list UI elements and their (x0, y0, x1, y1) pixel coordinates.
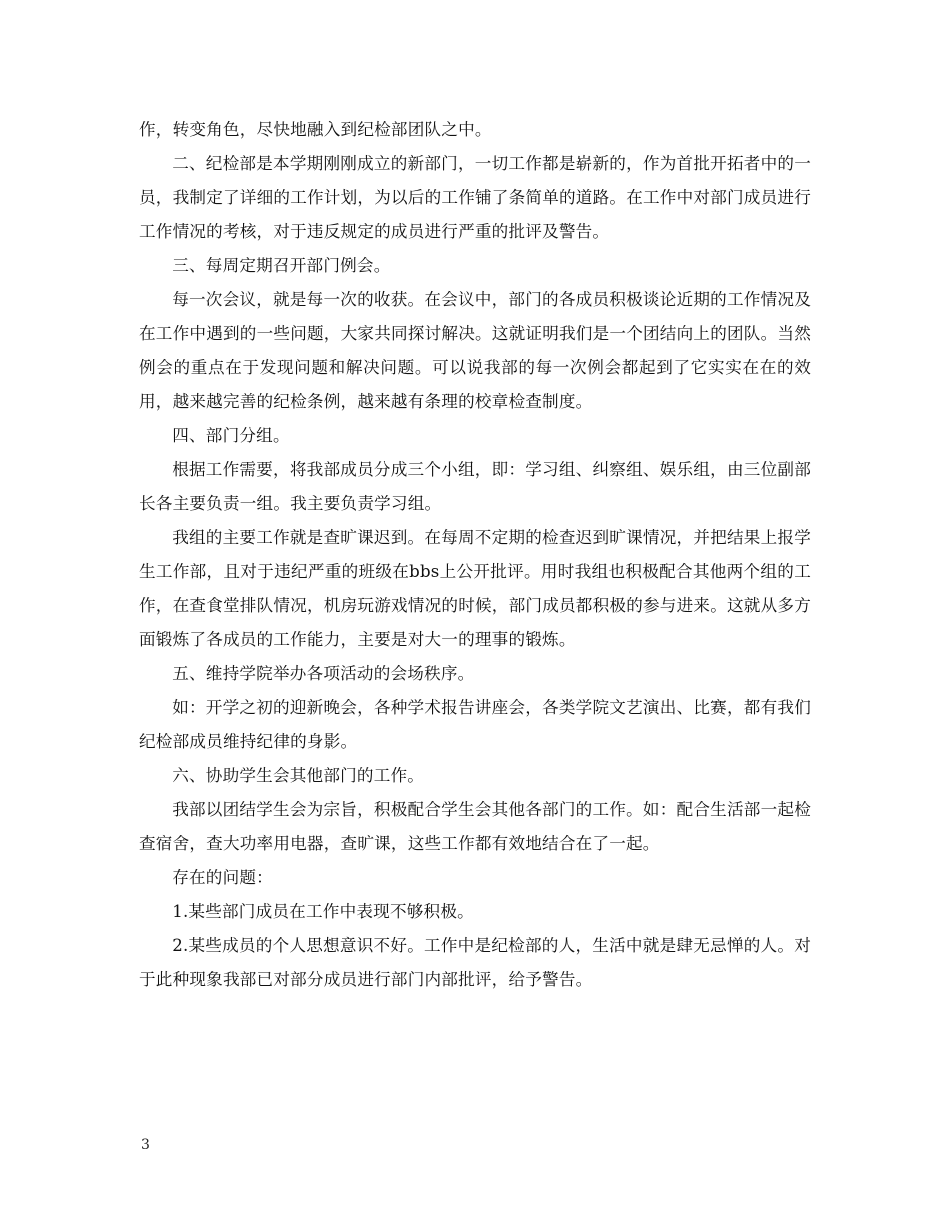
heading-section-four: 四、部门分组。 (172, 426, 290, 445)
paragraph-cooperation: 我部以团结学生会为宗旨，积极配合学生会其他各部门的工作。如：配合生活部一起检查宿舍，查大功率用电器，查旷课，这些工作都有效地结合在了一起。 (139, 800, 811, 853)
document-body (139, 113, 811, 997)
problem-item-2: 2.某些成员的个人思想意识不好。工作中是纪检部的人，生活中就是肆无忌惮的人。对于此种现象我部已对部分成员进行部门内部批评，给予警告。 (139, 936, 811, 989)
paragraph-meetings: 每一次会议，就是每一次的收获。在会议中，部门的各成员积极谈论近期的工作情况及在工作中遇到的一些问题，大家共同探讨解决。这就证明我们是一个团结向上的团队。当然例会的重点在于发现问题和解决问题。可以说我部的每一次例会都起到了它实实在在的效用，越来越完善的纪检条例，越来越有条理的校章检查制度。 (139, 290, 811, 411)
paragraph-study-group: 我组的主要工作就是查旷课迟到。在每周不定期的检查迟到旷课情况，并把结果上报学生工作部，且对于违纪严重的班级在bbs上公开批评。用时我组也积极配合其他两个组的工作，在查食堂排队情况，机房玩游戏情况的时候，部门成员都积极的参与进来。这就从多方面锻炼了各成员的工作能力，主要是对大一的理事的锻炼。 (139, 528, 811, 649)
page-number: 3 (141, 1137, 150, 1153)
paragraph-events: 如：开学之初的迎新晚会，各种学术报告讲座会，各类学院文艺演出、比赛，都有我们纪检部成员维持纪律的身影。 (139, 698, 811, 751)
heading-problems: 存在的问题： (172, 868, 273, 887)
problem-item-1: 1.某些部门成员在工作中表现不够积极。 (172, 902, 474, 921)
heading-section-six: 六、协助学生会其他部门的工作。 (172, 766, 425, 785)
paragraph-section-two: 二、纪检部是本学期刚刚成立的新部门，一切工作都是崭新的，作为首批开拓者中的一员，我制定了详细的工作计划，为以后的工作铺了条简单的道路。在工作中对部门成员进行工作情况的考核，对于违反规定的成员进行严重的批评及警告。 (139, 154, 811, 241)
heading-section-three: 三、每周定期召开部门例会。 (172, 256, 391, 275)
heading-section-five: 五、维持学院举办各项活动的会场秩序。 (172, 664, 475, 683)
paragraph-continuation: 作，转变角色，尽快地融入到纪检部团队之中。 (139, 120, 492, 139)
paragraph-grouping: 根据工作需要，将我部成员分成三个小组，即：学习组、纠察组、娱乐组，由三位副部长各主要负责一组。我主要负责学习组。 (139, 460, 811, 513)
